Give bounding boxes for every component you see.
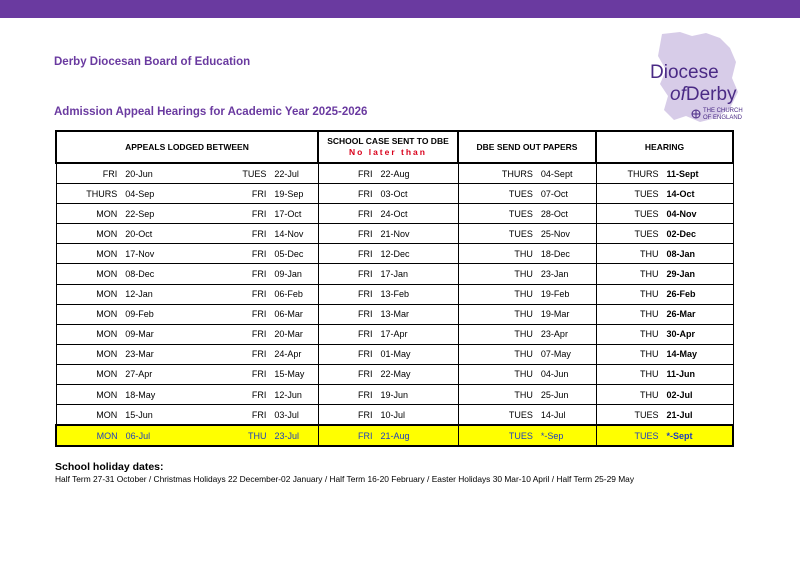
school-cell xyxy=(318,385,458,405)
appeals-cell xyxy=(56,184,318,204)
table-row xyxy=(56,344,733,364)
dbe-cell xyxy=(458,385,596,405)
logo-sub2: OF ENGLAND xyxy=(703,115,743,121)
dbe-papers-day: TUES xyxy=(508,188,533,199)
appeal-end-date: 06-Mar xyxy=(274,309,303,320)
logo-line1: Diocese xyxy=(650,62,719,83)
appeals-cell xyxy=(56,264,318,284)
school-cell xyxy=(318,264,458,284)
hearing-date: 11-Jun xyxy=(666,369,696,380)
appeal-start-date: 20-Oct xyxy=(125,228,153,239)
appeal-start-date: 06-Jul xyxy=(125,430,151,441)
dbe-cell xyxy=(458,284,596,304)
dbe-cell xyxy=(458,163,596,184)
school-deadline-date: 24-Oct xyxy=(380,208,408,219)
dbe-papers-date: 23-Jan xyxy=(540,269,569,280)
hearing-cell xyxy=(596,425,733,446)
header-dbe: DBE SEND OUT PAPERS xyxy=(458,131,596,163)
appeal-start-date: 20-Jun xyxy=(125,168,153,179)
table-row xyxy=(56,264,733,284)
appeal-end-date: 23-Jul xyxy=(274,430,299,441)
school-deadline-day: FRI xyxy=(358,289,373,300)
dbe-papers-date: 07-May xyxy=(540,349,571,360)
appeals-cell xyxy=(56,385,318,405)
table-row xyxy=(56,385,733,405)
school-deadline-day: FRI xyxy=(358,369,373,380)
hearing-date: 14-May xyxy=(666,349,698,360)
school-cell xyxy=(318,304,458,324)
appeal-end-date: 05-Dec xyxy=(274,248,304,259)
appeal-start-day: MON xyxy=(96,349,118,360)
school-cell xyxy=(318,224,458,244)
hearing-cell xyxy=(596,344,733,364)
appeal-start-day: MON xyxy=(96,248,118,259)
appeal-end-date: 24-Apr xyxy=(274,349,302,360)
school-deadline-date: 13-Mar xyxy=(380,309,410,320)
dbe-papers-date: 23-Apr xyxy=(540,329,568,340)
hearing-day: THU xyxy=(640,349,659,360)
dbe-papers-day: THU xyxy=(514,248,533,259)
hearing-date: 11-Sept xyxy=(666,168,699,179)
school-deadline-date: 21-Nov xyxy=(380,228,410,239)
appeal-start-day: MON xyxy=(96,309,118,320)
appeal-start-date: 18-May xyxy=(125,389,156,400)
hearing-date: 30-Apr xyxy=(666,329,696,340)
dbe-papers-date: 19-Feb xyxy=(540,289,570,300)
appeals-cell xyxy=(56,405,318,426)
hearing-date: 04-Nov xyxy=(666,208,697,219)
school-deadline-day: FRI xyxy=(358,269,373,280)
school-deadline-day: FRI xyxy=(358,228,373,239)
hearing-date: 26-Mar xyxy=(666,309,696,320)
dbe-cell xyxy=(458,244,596,264)
table-row xyxy=(56,304,733,324)
holidays-text: Half Term 27-31 October / Christmas Holidays 22 December-02 January / Half Term 16-20 February / Easter Holidays 30 Mar-10 April / Half Term 25-29 May xyxy=(55,474,635,484)
hearing-cell xyxy=(596,284,733,304)
hearing-date: 02-Dec xyxy=(666,228,697,239)
appeal-end-day: THU xyxy=(247,430,267,441)
hearing-day: THU xyxy=(640,248,659,259)
header-school-title: SCHOOL CASE SENT TO DBE xyxy=(327,136,449,146)
table-row xyxy=(56,405,733,426)
appeal-start-date: 12-Jan xyxy=(125,289,153,300)
appeal-end-date: 15-May xyxy=(274,369,305,380)
hearing-day: THU xyxy=(640,369,659,380)
school-deadline-date: 17-Jan xyxy=(380,269,409,280)
school-deadline-day: FRI xyxy=(358,248,373,259)
appeal-start-date: 17-Nov xyxy=(125,248,155,259)
school-cell xyxy=(318,364,458,384)
school-deadline-day: FRI xyxy=(358,168,373,179)
svg-text:ofDerby xyxy=(670,84,737,105)
school-deadline-day: FRI xyxy=(358,309,373,320)
hearing-day: TUES xyxy=(634,208,659,219)
dbe-papers-date: 04-Jun xyxy=(540,369,569,380)
table-row xyxy=(56,284,733,304)
dbe-papers-date: 18-Dec xyxy=(540,248,570,259)
dbe-papers-day: THURS xyxy=(501,168,533,179)
dbe-cell xyxy=(458,324,596,344)
appeal-start-day: MON xyxy=(96,208,118,219)
dbe-papers-day: TUES xyxy=(508,409,533,420)
dbe-papers-day: TUES xyxy=(508,430,533,441)
appeal-start-day: FRI xyxy=(102,168,118,179)
dbe-papers-day: THU xyxy=(514,309,533,320)
holidays-title: School holiday dates: xyxy=(55,461,164,473)
school-deadline-date: 19-Jun xyxy=(380,389,409,400)
dbe-papers-date: 28-Oct xyxy=(540,208,568,219)
hearing-day: THU xyxy=(640,329,659,340)
appeal-start-date: 27-Apr xyxy=(125,369,153,380)
appeal-start-day: MON xyxy=(96,329,118,340)
appeal-start-date: 04-Sep xyxy=(125,188,155,199)
appeal-end-day: FRI xyxy=(251,208,267,219)
school-deadline-date: 22-Aug xyxy=(380,168,410,179)
dbe-papers-date: *-Sep xyxy=(540,430,564,441)
hearing-cell xyxy=(596,385,733,405)
hearing-day: THU xyxy=(640,269,659,280)
dbe-cell xyxy=(458,405,596,426)
hearing-date: 26-Feb xyxy=(666,289,696,300)
hearing-cell xyxy=(596,304,733,324)
dbe-cell xyxy=(458,224,596,244)
school-cell xyxy=(318,184,458,204)
school-deadline-date: 22-May xyxy=(380,369,411,380)
dbe-papers-day: THU xyxy=(514,329,533,340)
hearing-cell xyxy=(596,324,733,344)
appeals-cell xyxy=(56,204,318,224)
hearing-date: 29-Jan xyxy=(666,269,696,280)
appeal-end-date: 19-Sep xyxy=(274,188,304,199)
hearing-cell xyxy=(596,244,733,264)
hearing-date: 02-Jul xyxy=(666,389,693,400)
school-deadline-day: FRI xyxy=(358,188,373,199)
appeal-start-day: MON xyxy=(96,389,118,400)
dbe-papers-day: THU xyxy=(514,389,533,400)
hearing-cell xyxy=(596,184,733,204)
hearing-cell xyxy=(596,405,733,426)
top-purple-bar xyxy=(0,0,800,18)
school-deadline-date: 17-Apr xyxy=(380,329,408,340)
dbe-papers-date: 14-Jul xyxy=(540,409,566,420)
table-row xyxy=(56,184,733,204)
table-row xyxy=(56,244,733,264)
appeal-end-day: FRI xyxy=(251,309,267,320)
dbe-papers-date: 19-Mar xyxy=(540,309,570,320)
hearing-day: TUES xyxy=(634,430,659,441)
appeals-cell xyxy=(56,163,318,184)
hearing-day: TUES xyxy=(634,409,659,420)
appeal-end-day: FRI xyxy=(251,369,267,380)
appeal-start-date: 09-Feb xyxy=(125,309,154,320)
dbe-cell xyxy=(458,364,596,384)
hearing-cell xyxy=(596,364,733,384)
header-school xyxy=(318,131,458,163)
hearing-date: 14-Oct xyxy=(666,188,695,199)
dbe-cell xyxy=(458,184,596,204)
dbe-papers-day: THU xyxy=(514,289,533,300)
dbe-cell xyxy=(458,304,596,324)
dbe-cell xyxy=(458,264,596,284)
appeal-end-date: 22-Jul xyxy=(274,168,299,179)
appeal-end-day: FRI xyxy=(251,188,267,199)
school-cell xyxy=(318,163,458,184)
appeal-end-date: 14-Nov xyxy=(274,228,304,239)
school-deadline-date: 12-Dec xyxy=(380,248,410,259)
school-deadline-date: 01-May xyxy=(380,349,411,360)
dbe-cell xyxy=(458,344,596,364)
table-row xyxy=(56,224,733,244)
hearing-cell xyxy=(596,204,733,224)
header-appeals: APPEALS LODGED BETWEEN xyxy=(56,131,318,163)
dbe-papers-day: THU xyxy=(514,369,533,380)
appeal-end-day: FRI xyxy=(251,389,267,400)
appeal-start-day: MON xyxy=(96,369,118,380)
dbe-papers-day: TUES xyxy=(508,208,533,219)
school-cell xyxy=(318,405,458,426)
appeal-end-date: 06-Feb xyxy=(274,289,303,300)
school-deadline-day: FRI xyxy=(358,208,373,219)
appeal-end-day: FRI xyxy=(251,228,267,239)
hearing-day: THURS xyxy=(627,168,659,179)
school-deadline-day: FRI xyxy=(358,329,373,340)
highlight-row xyxy=(56,425,733,446)
dbe-papers-day: THU xyxy=(514,269,533,280)
appeals-cell xyxy=(56,284,318,304)
school-cell xyxy=(318,244,458,264)
organization-name: Derby Diocesan Board of Education xyxy=(54,56,251,68)
appeal-end-day: FRI xyxy=(251,409,267,420)
appeal-start-day: MON xyxy=(96,269,118,280)
hearing-day: THU xyxy=(640,389,659,400)
school-deadline-day: FRI xyxy=(358,389,373,400)
header-school-note: No later than xyxy=(349,147,427,157)
hearing-date: 21-Jul xyxy=(666,409,693,420)
header-hearing: HEARING xyxy=(596,131,733,163)
appeal-start-day: MON xyxy=(96,228,118,239)
appeal-end-day: FRI xyxy=(251,349,267,360)
logo-sub1: THE CHURCH xyxy=(703,108,743,114)
school-cell xyxy=(318,284,458,304)
hearing-date: *-Sept xyxy=(666,430,693,441)
school-deadline-date: 03-Oct xyxy=(380,188,408,199)
school-cell xyxy=(318,204,458,224)
appeal-end-day: FRI xyxy=(251,289,267,300)
hearing-date: 08-Jan xyxy=(666,248,696,259)
school-deadline-day: FRI xyxy=(358,409,373,420)
school-deadline-day: FRI xyxy=(358,430,373,441)
dbe-papers-day: THU xyxy=(514,349,533,360)
appeal-end-day: FRI xyxy=(251,329,267,340)
diocese-of-derby-logo xyxy=(640,30,750,125)
appeals-schedule-table xyxy=(55,130,734,447)
appeals-cell xyxy=(56,224,318,244)
dbe-papers-day: TUES xyxy=(508,228,533,239)
hearing-day: TUES xyxy=(634,228,659,239)
dbe-cell xyxy=(458,425,596,446)
school-cell xyxy=(318,324,458,344)
table-header-row xyxy=(56,131,733,163)
table-row xyxy=(56,204,733,224)
school-deadline-date: 21-Aug xyxy=(380,430,410,441)
appeals-cell xyxy=(56,344,318,364)
appeals-cell xyxy=(56,324,318,344)
appeal-start-date: 09-Mar xyxy=(125,329,154,340)
appeal-end-date: 20-Mar xyxy=(274,329,303,340)
hearing-day: TUES xyxy=(634,188,659,199)
school-cell xyxy=(318,344,458,364)
logo-line2: Derby xyxy=(685,84,737,105)
appeal-end-date: 12-Jun xyxy=(274,389,302,400)
school-deadline-date: 13-Feb xyxy=(380,289,410,300)
hearing-cell xyxy=(596,264,733,284)
hearing-cell xyxy=(596,224,733,244)
appeals-cell xyxy=(56,425,318,446)
logo-line2-italic: of xyxy=(670,84,686,105)
dbe-cell xyxy=(458,204,596,224)
appeals-cell xyxy=(56,364,318,384)
appeal-start-day: THURS xyxy=(86,188,118,199)
appeal-start-day: MON xyxy=(96,409,118,420)
appeal-start-date: 23-Mar xyxy=(125,349,154,360)
appeal-start-date: 08-Dec xyxy=(125,269,155,280)
appeal-end-date: 17-Oct xyxy=(274,208,302,219)
page-subtitle: Admission Appeal Hearings for Academic Year 2025-2026 xyxy=(54,106,368,118)
school-deadline-day: FRI xyxy=(358,349,373,360)
table-row xyxy=(56,324,733,344)
appeal-end-date: 03-Jul xyxy=(274,409,299,420)
appeal-start-day: MON xyxy=(96,289,118,300)
school-cell xyxy=(318,425,458,446)
hearing-day: THU xyxy=(640,309,659,320)
appeal-end-day: FRI xyxy=(251,269,267,280)
appeal-start-date: 22-Sep xyxy=(125,208,155,219)
appeal-end-day: FRI xyxy=(251,248,267,259)
table-row xyxy=(56,163,733,184)
dbe-papers-date: 07-Oct xyxy=(540,188,568,199)
church-cross-icon xyxy=(692,110,700,118)
hearing-day: THU xyxy=(640,289,659,300)
dbe-papers-date: 25-Jun xyxy=(540,389,569,400)
hearing-cell xyxy=(596,163,733,184)
appeal-start-date: 15-Jun xyxy=(125,409,153,420)
table-row xyxy=(56,364,733,384)
appeals-cell xyxy=(56,304,318,324)
appeal-start-day: MON xyxy=(96,430,118,441)
dbe-papers-date: 25-Nov xyxy=(540,228,570,239)
appeals-cell xyxy=(56,244,318,264)
dbe-papers-date: 04-Sept xyxy=(540,168,573,179)
appeal-end-date: 09-Jan xyxy=(274,269,302,280)
school-deadline-date: 10-Jul xyxy=(380,409,406,420)
appeal-end-day: TUES xyxy=(242,168,267,179)
